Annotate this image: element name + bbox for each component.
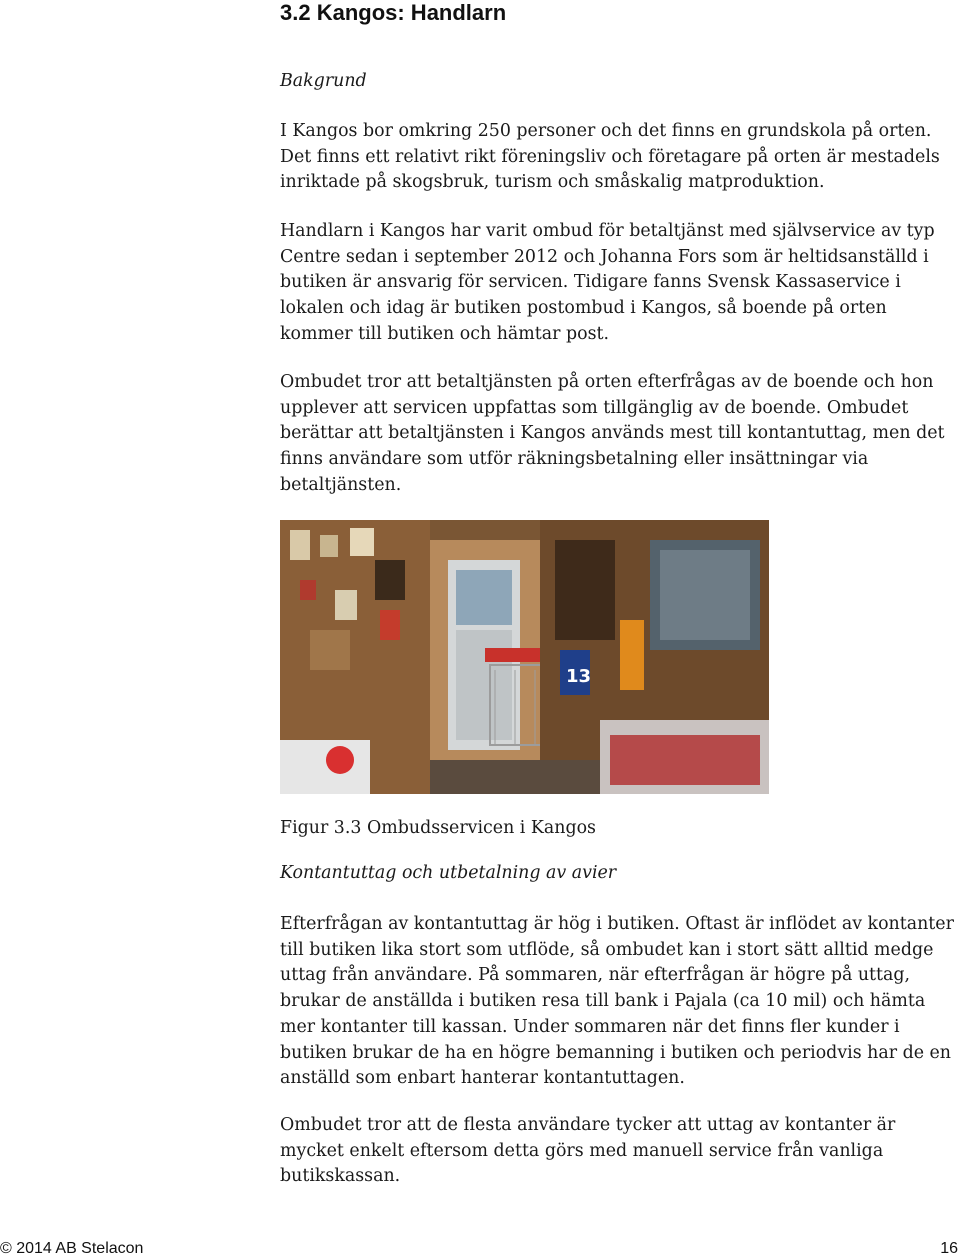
figure-caption: Figur 3.3 Ombudsservicen i Kangos — [280, 818, 596, 838]
paragraph-kontantuttag: Efterfrågan av kontantuttag är hög i butiken. Oftast är inflödet av kontanter till butiken lika stort som utflöde, så ombudet kan i stort sätt alltid medge uttag från användare. På sommaren, när efterfrågan är högre på uttag, brukar de anställda i butiken resa till bank i Pajala (ca 10 mil) och hämta mer kontanter till kassan. Under sommaren när det finns fler kunder i butiken brukar de ha en högre bemanning i butiken och periodvis har de en anställd som enbart hanterar kontantuttagen. — [280, 914, 954, 1089]
page-number: 16 — [940, 1240, 958, 1257]
store-photo — [280, 520, 769, 794]
footer-copyright: © 2014 AB Stelacon — [0, 1240, 144, 1257]
paragraph-ombudet: Ombudet tror att betaltjänsten på orten efterfrågas av de boende och hon upplever att servicen uppfattas som tillgänglig av de boende. Ombudet berättar att betaltjänsten i Kangos används mest till kontantuttag, men det finns användare som utför räkningsbetalning eller insättningar via betaltjänsten. — [280, 372, 945, 495]
section-title-kontantuttag: Kontantuttag och utbetalning av avier — [280, 863, 617, 883]
page-title: 3.2 Kangos: Handlarn — [280, 0, 507, 25]
paragraph-enkelt: Ombudet tror att de flesta användare tycker att uttag av kontanter är mycket enkelt eftersom detta görs med manuell service från vanliga butikskassan. — [280, 1115, 896, 1187]
poster-number: 13 — [566, 666, 592, 687]
paragraph-intro: I Kangos bor omkring 250 personer och det finns en grundskola på orten. Det finns ett relativt rikt föreningsliv och företagare på orten är mestadels inriktade på skogsbruk, turism och småskalig matproduktion. — [280, 121, 940, 193]
paragraph-handlarn: Handlarn i Kangos har varit ombud för betaltjänst med självservice av typ Centre sedan i september 2012 och Johanna Fors som är heltidsanställd i butiken är ansvarig för servicen. Tidigare fanns Svensk Kassaservice i lokalen och idag är butiken postombud i Kangos, så boende på orten kommer till butiken och hämtar post. — [280, 221, 935, 344]
section-title-bakgrund: Bakgrund — [280, 71, 367, 91]
